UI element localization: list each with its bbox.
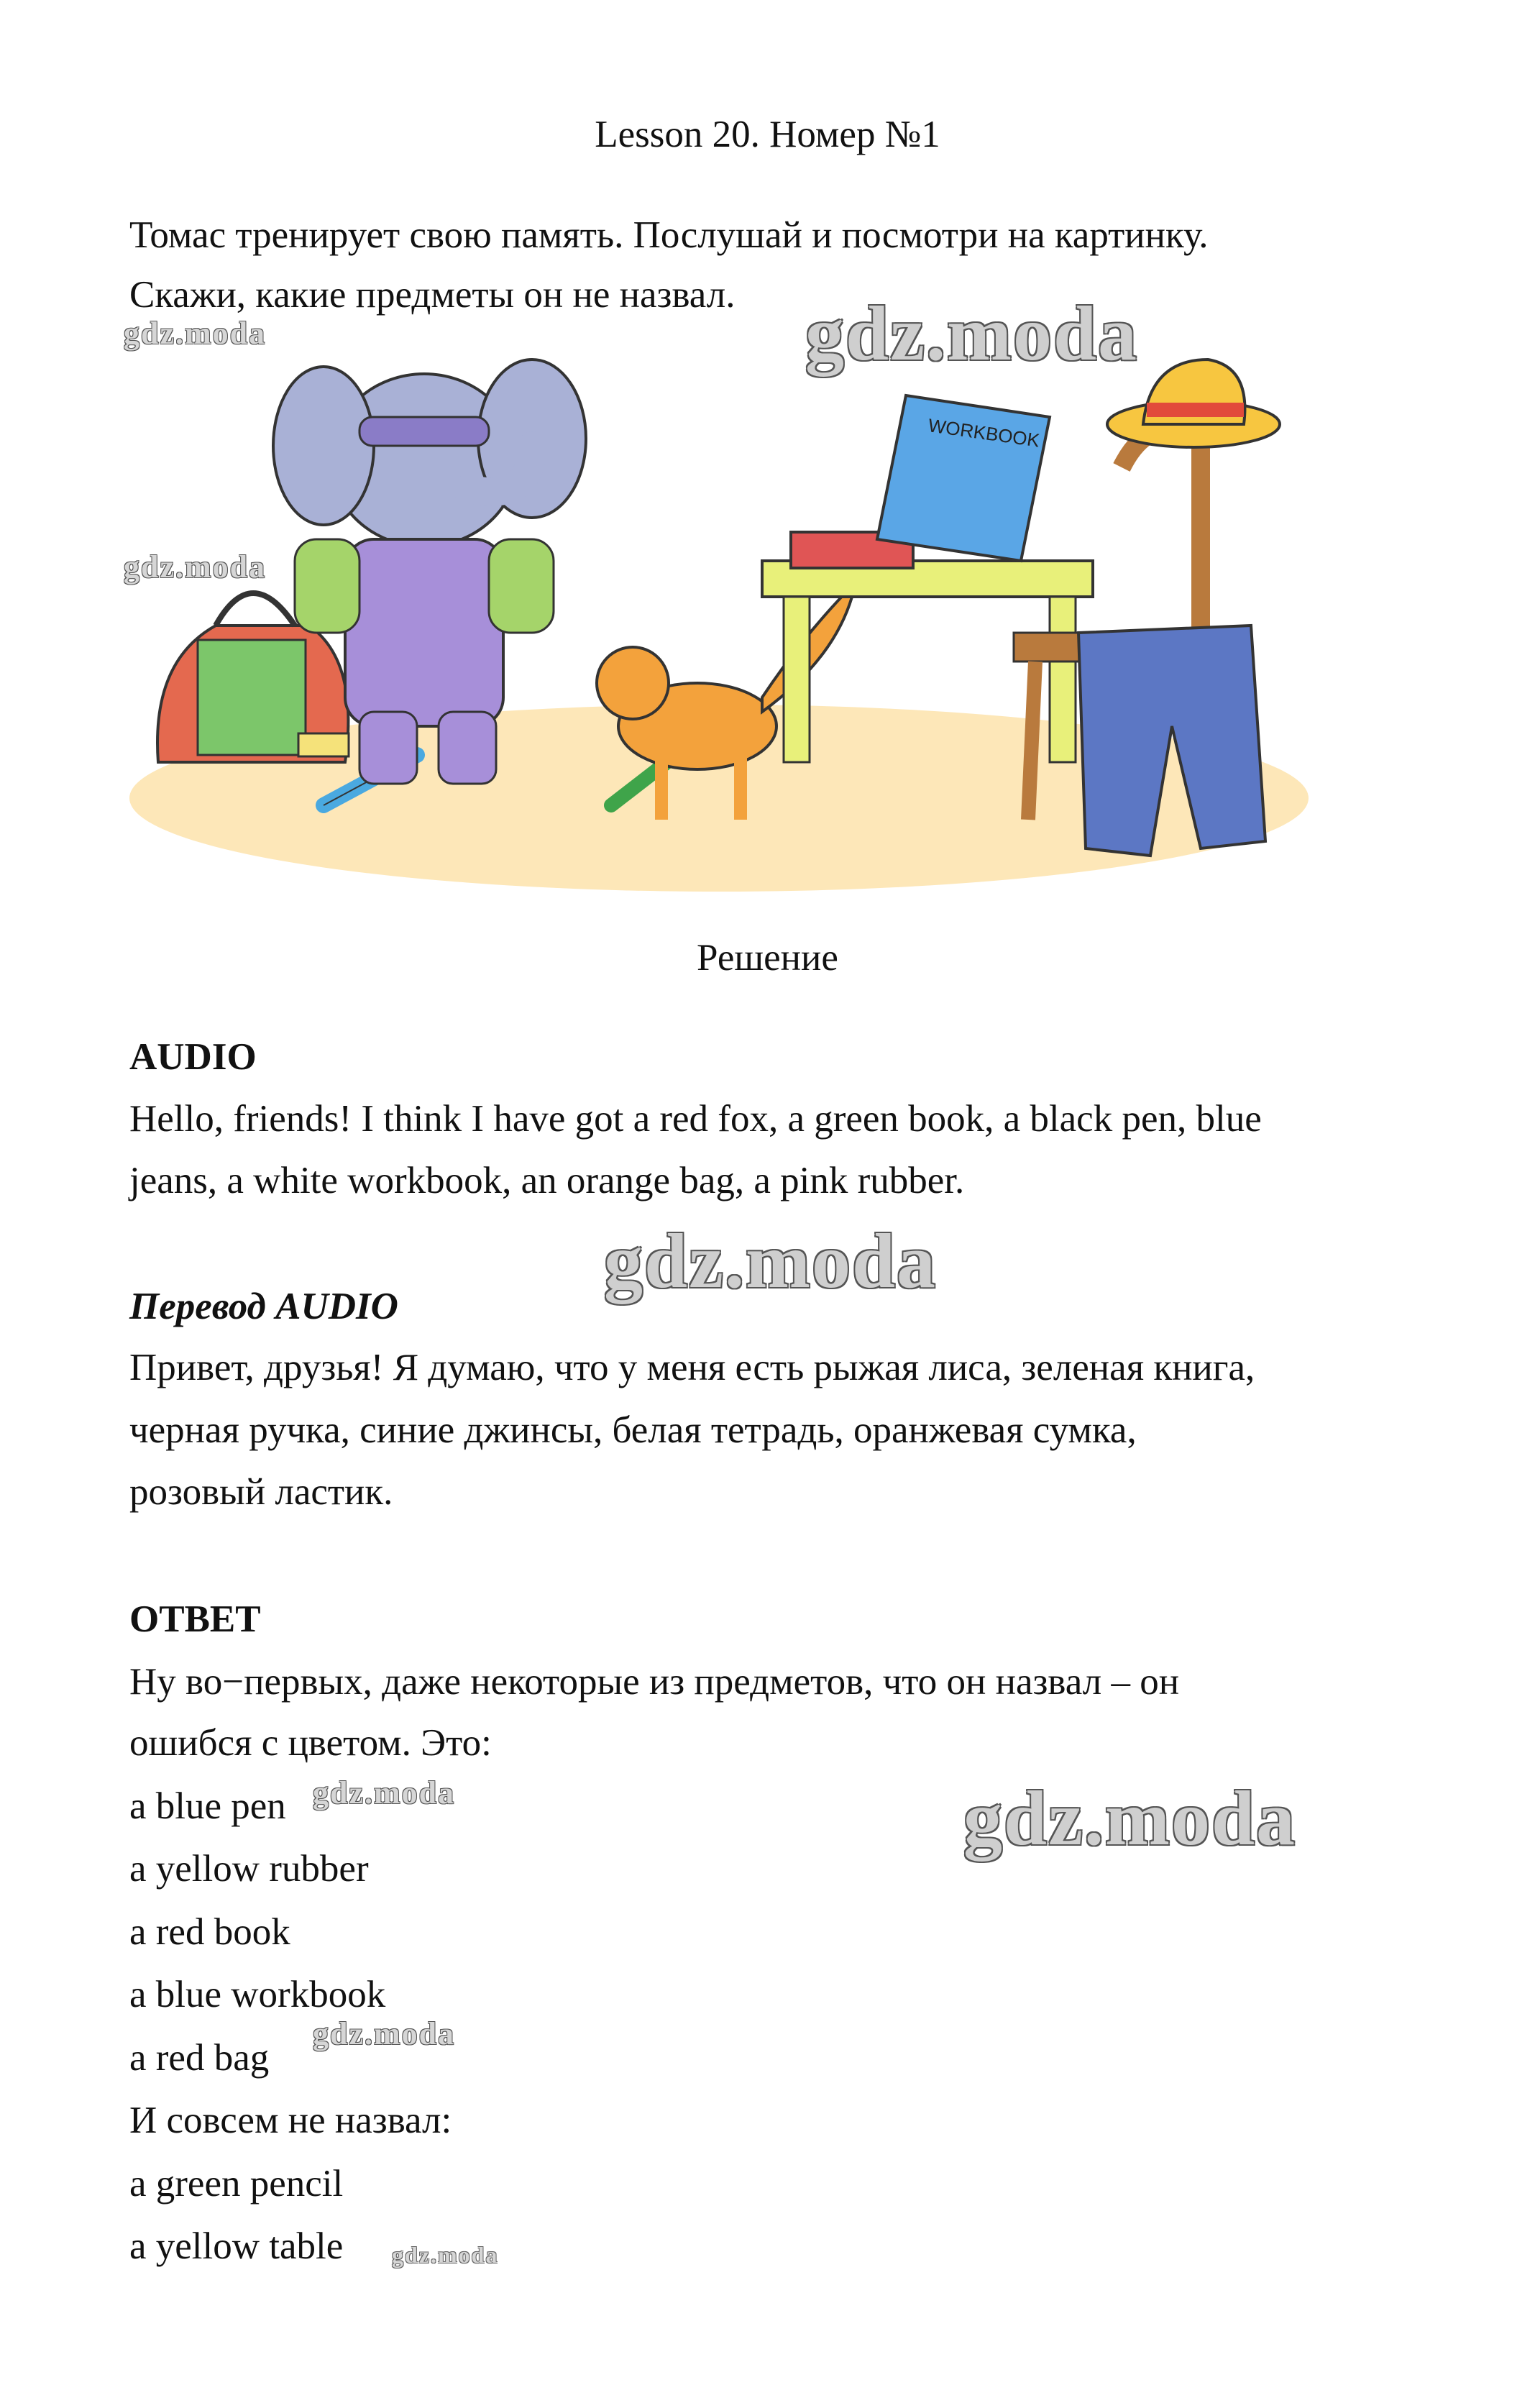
rubber (298, 733, 349, 756)
watermark: gdz.moda (604, 1219, 938, 1304)
task-line-1: Томас тренирует свою память. Послушай и посмотри на картинку. (129, 214, 1209, 256)
answer-heading: ОТВЕТ (129, 1598, 261, 1640)
svg-text:WORKBOOK: WORKBOOK (927, 414, 1041, 452)
watermark: gdz.moda (392, 2242, 499, 2268)
page-title: Lesson 20. Номер №1 (595, 114, 940, 155)
translation-line-2: черная ручка, синие джинсы, белая тетрадь, оранжевая сумка, (129, 1409, 1137, 1451)
watermark: gdz.moda (963, 1776, 1297, 1862)
translation-line-1: Привет, друзья! Я думаю, что у меня есть рыжая лиса, зеленая книга, (129, 1347, 1255, 1388)
list-item: a blue pen (129, 1785, 286, 1827)
watermark: gdz.moda (313, 2016, 456, 2051)
list-item: a yellow rubber (129, 1848, 369, 1890)
not-named-label: И совсем не назвал: (129, 2100, 452, 2141)
answer-intro-2: ошибся с цветом. Это: (129, 1722, 492, 1764)
audio-line-2: jeans, a white workbook, an orange bag, a pink rubber. (129, 1160, 965, 1201)
list-item: a green pencil (129, 2163, 344, 2205)
watermark: gdz.moda (313, 1775, 456, 1810)
illustration (129, 324, 1309, 892)
watermark: gdz.moda (805, 291, 1139, 377)
audio-heading: AUDIO (129, 1036, 257, 1078)
list-item: a yellow table (129, 2225, 344, 2267)
list-item: a blue workbook (129, 1974, 386, 2015)
watermark: gdz.moda (124, 549, 267, 585)
watermark: gdz.moda (124, 316, 267, 351)
solution-label: Решение (697, 937, 838, 979)
list-item: a red book (129, 1911, 290, 1953)
audio-line-1: Hello, friends! I think I have got a red fox, a green book, a black pen, blue (129, 1098, 1262, 1140)
workbook (877, 395, 1050, 561)
task-line-2: Скажи, какие предметы он не назвал. (129, 274, 736, 316)
translation-line-3: розовый ластик. (129, 1471, 393, 1513)
answer-intro-1: Ну во−первых, даже некоторые из предметов, что он назвал – он (129, 1661, 1180, 1703)
translation-heading: Перевод AUDIO (129, 1286, 398, 1327)
list-item: a red bag (129, 2037, 270, 2079)
